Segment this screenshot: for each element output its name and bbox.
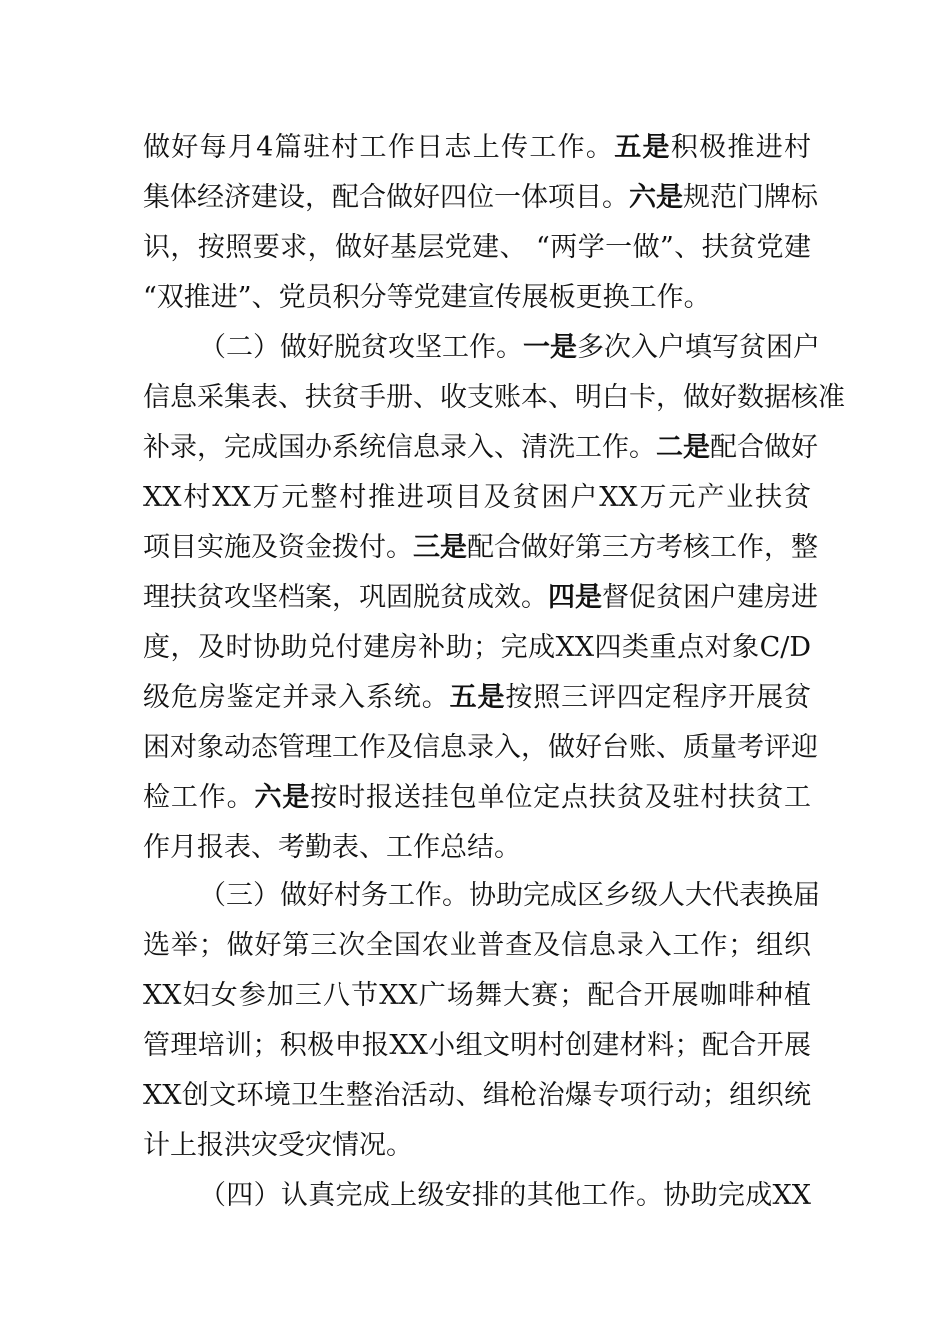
paragraph-line (143, 1026, 811, 1066)
body-text: 计上报洪灾受灾情况。 (143, 1130, 413, 1161)
body-text: 集体经济建设，配合做好四位一体项目。 (143, 182, 629, 213)
body-text: 信息采集表、扶贫手册、收支账本、明白卡，做好数据核准 (143, 382, 845, 413)
paragraph-line (143, 228, 811, 268)
paragraph-line (143, 378, 845, 418)
body-text: 补录，完成国办系统信息录入、清洗工作。 (143, 432, 656, 463)
body-text: 配合做好第三方考核工作，整 (467, 532, 818, 563)
body-text: 规范门牌标 (683, 182, 818, 213)
body-text: 督促贫困户建房进 (602, 582, 818, 613)
emphasis-text: 五是 (449, 682, 506, 713)
body-text: 管理培训；积极申报XX小组文明村创建材料；配合开展 (143, 1030, 811, 1061)
body-text: 识，按照要求，做好基层党建、 “两学一做”、扶贫党建 (143, 232, 811, 263)
body-text: XX村XX万元整村推进项目及贫困户XX万元产业扶贫 (143, 482, 811, 513)
body-text: 困对象动态管理工作及信息录入，做好台账、质量考评迎 (143, 732, 818, 763)
paragraph-line (143, 528, 818, 568)
body-text: 检工作。 (143, 782, 255, 813)
section-heading-line (199, 876, 820, 916)
body-text: （二）做好脱贫攻坚工作。 (199, 332, 523, 363)
paragraph-line (143, 178, 818, 218)
paragraph-line (143, 678, 811, 718)
body-text: 度，及时协助兑付建房补助；完成XX四类重点对象C/D (143, 632, 811, 663)
paragraph-line (143, 478, 811, 518)
paragraph-line (143, 828, 811, 868)
body-text: （三）做好村务工作。协助完成区乡级人大代表换届 (199, 880, 820, 911)
body-text: 作月报表、考勤表、工作总结。 (143, 832, 521, 863)
paragraph-line (143, 728, 818, 768)
emphasis-text: 二是 (656, 432, 710, 463)
paragraph-line (143, 128, 811, 168)
body-text: 做好每月4篇驻村工作日志上传工作。 (143, 132, 615, 163)
body-text: 按时报送挂包单位定点扶贫及驻村扶贫工 (310, 782, 812, 813)
section-heading-line (199, 1176, 811, 1216)
paragraph-line (143, 628, 811, 668)
emphasis-text: 六是 (254, 782, 311, 813)
paragraph-line (143, 428, 818, 468)
body-text: 积极推进村 (670, 132, 811, 163)
paragraph-line (143, 1076, 811, 1116)
emphasis-text: 五是 (614, 132, 671, 163)
emphasis-text: 四是 (548, 582, 602, 613)
paragraph-line (143, 926, 811, 966)
paragraph-line (143, 976, 811, 1016)
body-text: 理扶贫攻坚档案，巩固脱贫成效。 (143, 582, 548, 613)
body-text: 配合做好 (710, 432, 818, 463)
paragraph-line (143, 1126, 811, 1166)
paragraph-line (143, 778, 811, 818)
body-text: “双推进”、党员积分等党建宣传展板更换工作。 (143, 282, 711, 313)
emphasis-text: 一是 (523, 332, 577, 363)
body-text: 项目实施及资金拨付。 (143, 532, 413, 563)
section-heading-line (199, 328, 820, 368)
body-text: XX创文环境卫生整治活动、缉枪治爆专项行动；组织统 (143, 1080, 811, 1111)
paragraph-line (143, 578, 818, 618)
body-text: 按照三评四定程序开展贫 (505, 682, 812, 713)
body-text: 选举；做好第三次全国农业普查及信息录入工作；组织 (143, 930, 811, 961)
body-text: 多次入户填写贫困户 (577, 332, 820, 363)
body-text: 级危房鉴定并录入系统。 (143, 682, 450, 713)
body-text: （四）认真完成上级安排的其他工作。协助完成XX (199, 1180, 811, 1211)
paragraph-line (143, 278, 811, 318)
body-text: XX妇女参加三八节XX广场舞大赛；配合开展咖啡种植 (143, 980, 811, 1011)
emphasis-text: 三是 (413, 532, 467, 563)
emphasis-text: 六是 (629, 182, 683, 213)
